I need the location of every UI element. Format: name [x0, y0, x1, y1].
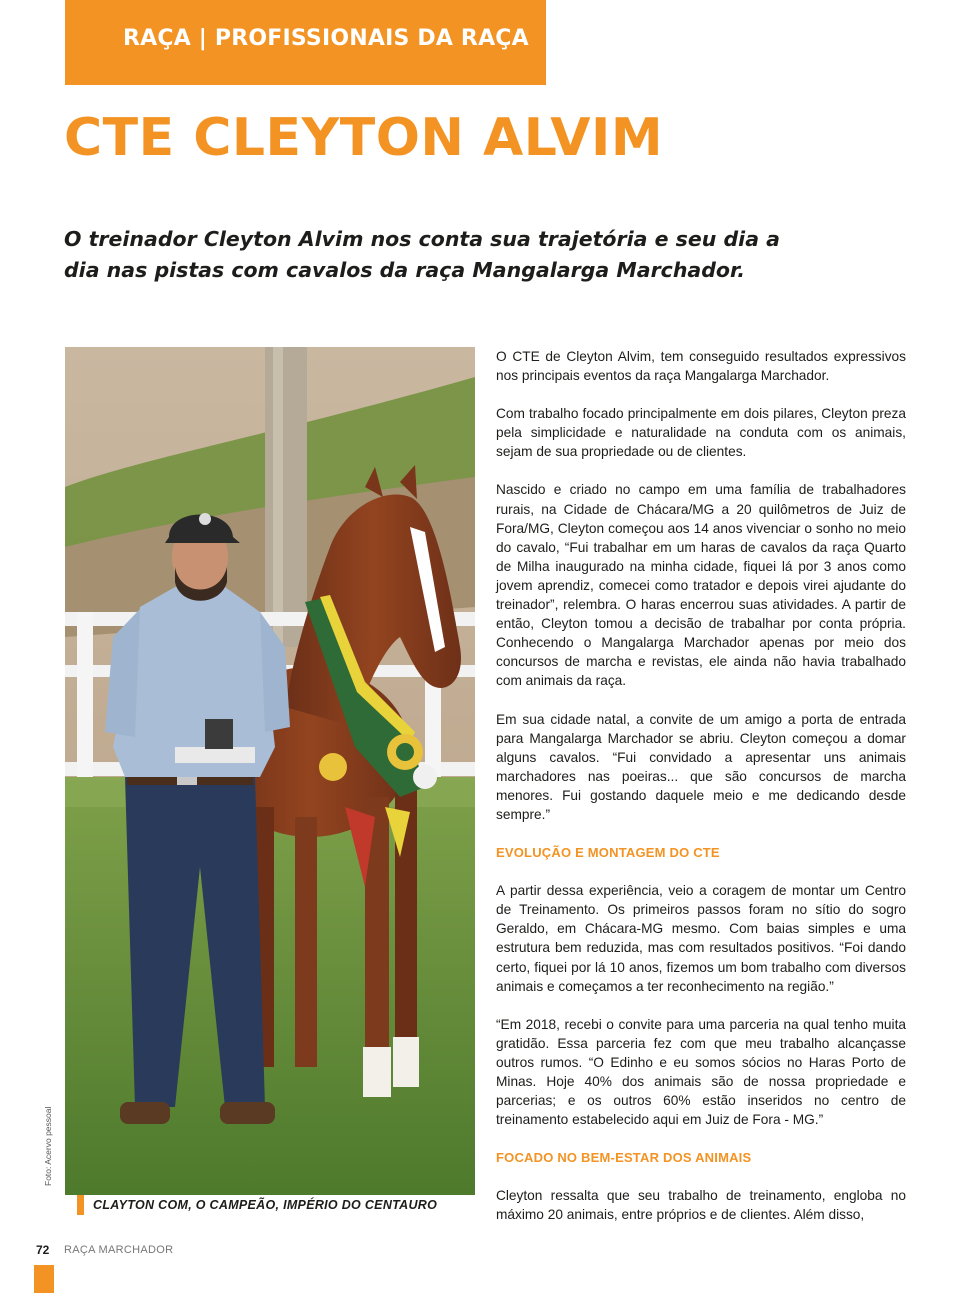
page-number: 72 [36, 1243, 50, 1257]
article-title: CTE CLEYTON ALVIM [64, 108, 664, 168]
paragraph-2: Com trabalho focado principalmente em dois pilares, Cleyton preza pela simplicidade e naturalidade na conduta com os animais, sejam de sua propriedade ou de clientes. [496, 406, 906, 460]
photo-caption: CLAYTON COM, O CAMPEÃO, IMPÉRIO DO CENTAURO [93, 1198, 438, 1212]
section-tab [65, 0, 546, 85]
paragraph-1: O CTE de Cleyton Alvim, tem conseguido resultados expressivos nos principais eventos da raça Mangalarga Marchador. [496, 349, 906, 384]
folio-marker [34, 1265, 54, 1293]
paragraph-3: Nascido e criado no campo em uma família de trabalhadores rurais, na Cidade de Chácara/MG a 20 quilômetros de Juiz de Fora/MG, Cleyton começou aos 14 anos vivenciar o sonho no meio do cavalo, “Fui trabalhar em um haras de cavalos da raça Quarto de Milha inaugurado na minha cidade, fiquei lá por 3 anos como jovem aprendiz, comecei como tratador e depois virei ajudante do treinador”, relembra. O haras encerrou suas atividades. A partir de então, Cleyton tomou a decisão de trabalhar por conta própria. Conhecendo o Mangalarga Marchador apenas por meio dos concursos de marcha e revistas, ele ainda não havia trabalhado com animais da raça. [496, 482, 906, 689]
article-lead: O treinador Cleyton Alvim nos conta sua trajetória e seu dia a dia nas pistas com cavalos da raça Mangalarga Marchador. [64, 227, 780, 282]
subheading-evolucao: EVOLUÇÃO E MONTAGEM DO CTE [496, 845, 720, 861]
paragraph-5: A partir dessa experiência, veio a coragem de montar um Centro de Treinamento. Os primeiros passos foram no sítio do sogro Geraldo, em Chácara-MG mesmo. Com baias simples e uma estrutura bem reduzida, mas com resultados positivos. “Foi dando certo, fiquei por lá 10 anos, fizemos um bom trabalho com diversos animais e começamos a ter reconhecimento na região.” [496, 883, 906, 994]
photo-illustration [65, 347, 475, 1195]
photo-credit: Foto: Acervo pessoal [43, 1106, 53, 1186]
paragraph-6: “Em 2018, recebi o convite para uma parceria na qual tenho muita gratidão. Essa parceria fez com que meu trabalho alcançasse outros rumos. “O Edinho e eu somos sócios no Haras Porto de Minas. Hoje 40% dos animais são de nossa propriedade e parcerias; e os outros 60% estão inseridos no centro de treinamento estabelecido aqui em Juiz de Fora - MG.” [496, 1016, 906, 1128]
article-body [496, 347, 906, 1225]
magazine-name: RAÇA MARCHADOR [64, 1244, 174, 1256]
paragraph-4: Em sua cidade natal, a convite de um amigo a porta de entrada para Mangalarga Marchador se abriu. Cleyton começou a domar alguns cavalos. “Fui convidado a apresentar uns animais marchadores nas poeiras... que são concursos de marcha menores. Fui gostando daquele meio e me dedicando desde sempre.” [496, 711, 906, 822]
paragraph-7: Cleyton ressalta que seu trabalho de treinamento, engloba no máximo 20 animais, entre próprios e de clientes. Além disso, [496, 1188, 906, 1223]
section-label: RAÇA | PROFISSIONAIS DA RAÇA [123, 26, 529, 51]
subheading-bem-estar: FOCADO NO BEM-ESTAR DOS ANIMAIS [496, 1150, 752, 1166]
caption-marker [77, 1195, 84, 1215]
article-photo [65, 347, 475, 1195]
